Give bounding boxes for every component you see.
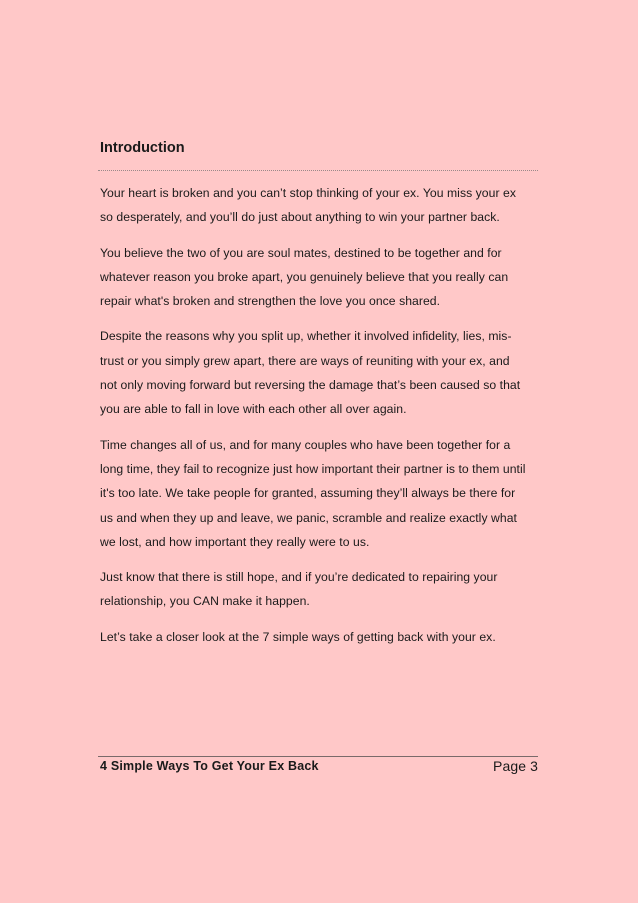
footer-divider [98,756,538,757]
body-text [100,181,540,660]
paragraph-2: You believe the two of you are soul mates, destined to be together and for whatever reason you broke apart, you genuinely believe that you really can repair what's broken and strengthen the love you once shared. [100,245,509,309]
section-heading: Introduction [100,140,185,156]
heading-divider [98,170,538,171]
page-number: Page 3 [493,758,538,774]
paragraph-3: Despite the reasons why you split up, whether it involved infidelity, lies, mis- trust or you simply grew apart, there are ways of reuniting with your ex, and not only moving forward but reversing the damage that’s been caused so that you are able to fall in love with each other all over again. [100,329,521,417]
paragraph-4: Time changes all of us, and for many couples who have been together for a long time, they fail to recognize just how important their partner is to them until it's too late. We take people for granted, assuming they’ll always be there for us and when they up and leave, we panic, scramble and realize exactly what we lost, and how important they really were to us. [100,437,526,549]
paragraph-5: Just know that there is still hope, and if you’re dedicated to repairing your relationship, you CAN make it happen. [100,570,498,609]
paragraph-1: Your heart is broken and you can’t stop thinking of your ex. You miss your ex so desperately, and you’ll do just about anything to win your partner back. [100,186,516,225]
paragraph-6: Let’s take a closer look at the 7 simple ways of getting back with your ex. [100,629,496,644]
footer-title: 4 Simple Ways To Get Your Ex Back [100,759,319,773]
